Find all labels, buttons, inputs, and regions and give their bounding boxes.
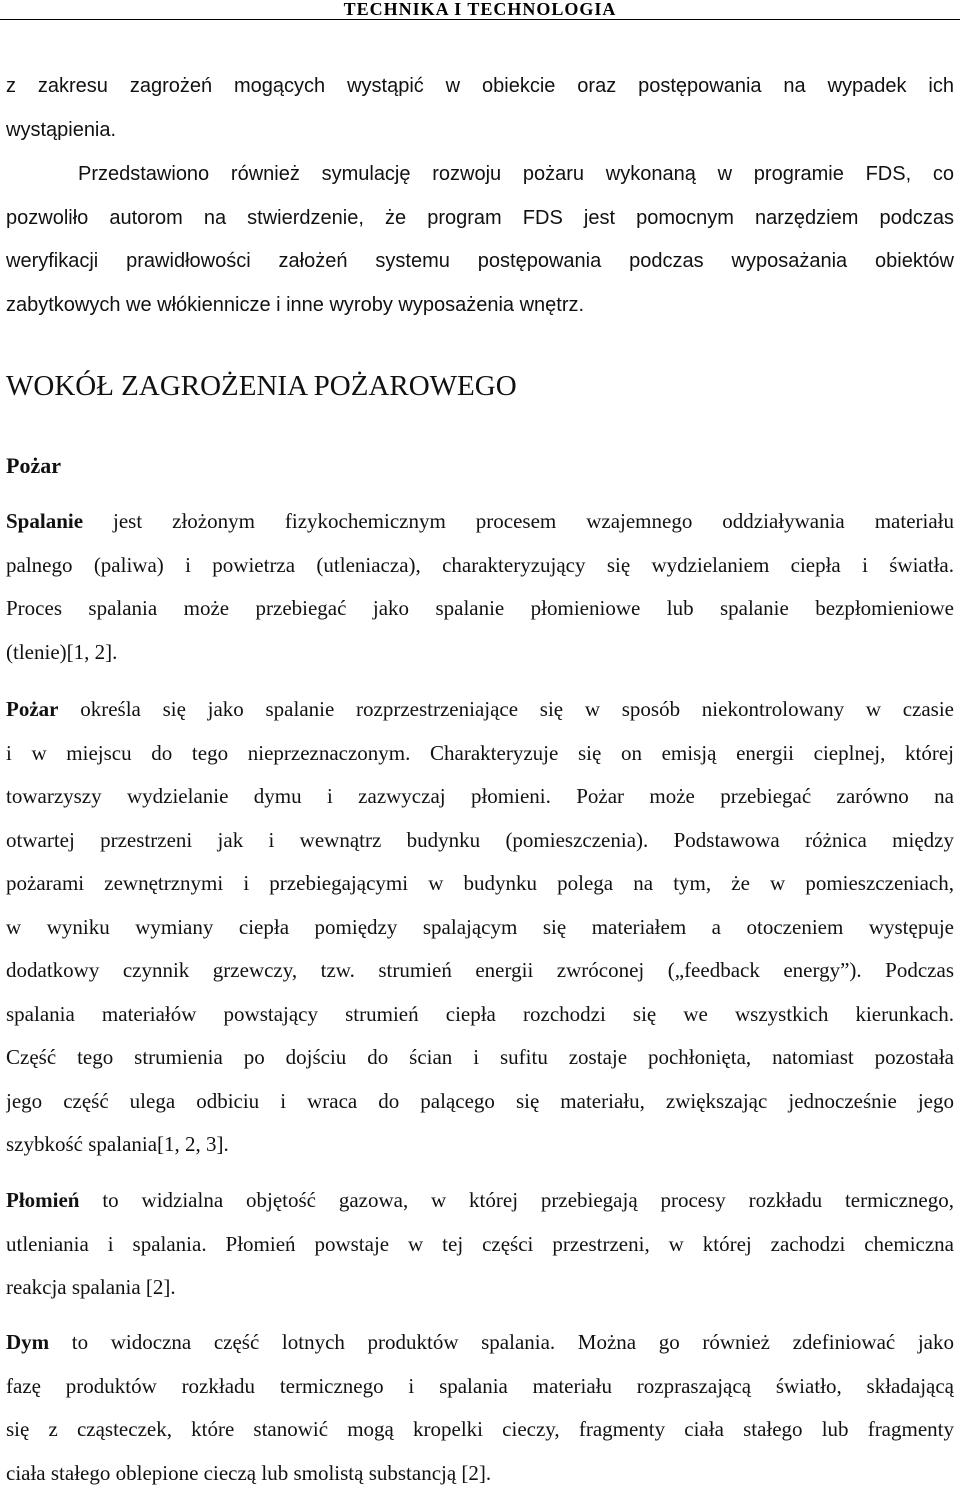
text-line: wystąpienia. [6,109,954,153]
text-line: utleniania i spalania. Płomień powstaje w tej części przestrzeni, w której zachodzi chemiczna [6,1223,954,1267]
text-line: reakcja spalania [2]. [6,1266,954,1310]
text-line: pozwoliło autorom na stwierdzenie, że program FDS jest pomocnym narzędziem podczas [6,197,954,241]
text-line [6,688,954,732]
term-dym: Dym [6,1330,49,1354]
text-line: dodatkowy czynnik grzewczy, tzw. strumień energii zwróconej („feedback energy”). Podczas [6,949,954,993]
text-line: (tlenie)[1, 2]. [6,631,954,675]
running-header-title: TECHNIKA I TECHNOLOGIA [344,0,617,19]
text-line: w wyniku wymiany ciepła pomiędzy spalającym się materiałem a otoczeniem występuje [6,906,954,950]
paragraph-dym [6,1321,954,1495]
text-line: ciała stałego oblepione cieczą lub smolistą substancją [2]. [6,1452,954,1495]
term-spalanie: Spalanie [6,509,83,533]
text-span: określa się jako spalanie rozprzestrzeniające się w sposób niekontrolowany w czasie [58,697,954,721]
term-pozar: Pożar [6,697,58,721]
text-line: towarzyszy wydzielanie dymu i zazwyczaj płomieni. Pożar może przebiegać zarówno na [6,775,954,819]
term-plomien: Płomień [6,1188,80,1212]
text-line [6,1179,954,1223]
intro-paragraph-2 [6,153,954,327]
text-line: Przedstawiono również symulację rozwoju pożaru wykonaną w programie FDS, co [6,153,954,197]
text-line: Proces spalania może przebiegać jako spalanie płomieniowe lub spalanie bezpłomieniowe [6,587,954,631]
text-line: pożarami zewnętrznymi i przebiegającymi w budynku polega na tym, że w pomieszczeniach, [6,862,954,906]
text-line: z zakresu zagrożeń mogących wystąpić w obiekcie oraz postępowania na wypadek ich [6,65,954,109]
paragraph-spalanie [6,500,954,674]
header-rule [0,19,960,20]
text-line [6,1321,954,1365]
text-line: i w miejscu do tego nieprzeznaczonym. Charakteryzuje się on emisją energii cieplnej, której [6,732,954,776]
text-line: się z cząsteczek, które stanowić mogą kropelki cieczy, fragmenty ciała stałego lub fragmenty [6,1408,954,1452]
section-heading: WOKÓŁ ZAGROŻENIA POŻAROWEGO [6,366,517,406]
text-line [6,500,954,544]
text-line: szybkość spalania[1, 2, 3]. [6,1123,954,1167]
text-line: spalania materiałów powstający strumień ciepła rozchodzi się we wszystkich kierunkach. [6,993,954,1037]
text-line: otwartej przestrzeni jak i wewnątrz budynku (pomieszczenia). Podstawowa różnica między [6,819,954,863]
text-line: zabytkowych we włókiennicze i inne wyroby wyposażenia wnętrz. [6,284,954,328]
text-line: jego część ulega odbiciu i wraca do palącego się materiału, zwiększając jednocześnie jego [6,1080,954,1124]
text-line: Część tego strumienia po dojściu do ścian i sufitu zostaje pochłonięta, natomiast pozostała [6,1036,954,1080]
paragraph-plomien [6,1179,954,1310]
intro-paragraph [6,65,954,152]
text-line: palnego (paliwa) i powietrza (utleniacza), charakteryzujący się wydzielaniem ciepła i światła. [6,544,954,588]
text-span: jest złożonym fizykochemicznym procesem wzajemnego oddziaływania materiału [83,509,954,533]
text-span: to widzialna objętość gazowa, w której przebiegają procesy rozkładu termicznego, [80,1188,955,1212]
text-line: fazę produktów rozkładu termicznego i spalania materiału rozpraszającą światło, składającą [6,1365,954,1409]
paragraph-pozar [6,688,954,1167]
text-line: weryfikacji prawidłowości założeń systemu postępowania podczas wyposażania obiektów [6,240,954,284]
subsection-heading: Pożar [6,449,61,483]
text-span: to widoczna część lotnych produktów spalania. Można go również zdefiniować jako [49,1330,954,1354]
